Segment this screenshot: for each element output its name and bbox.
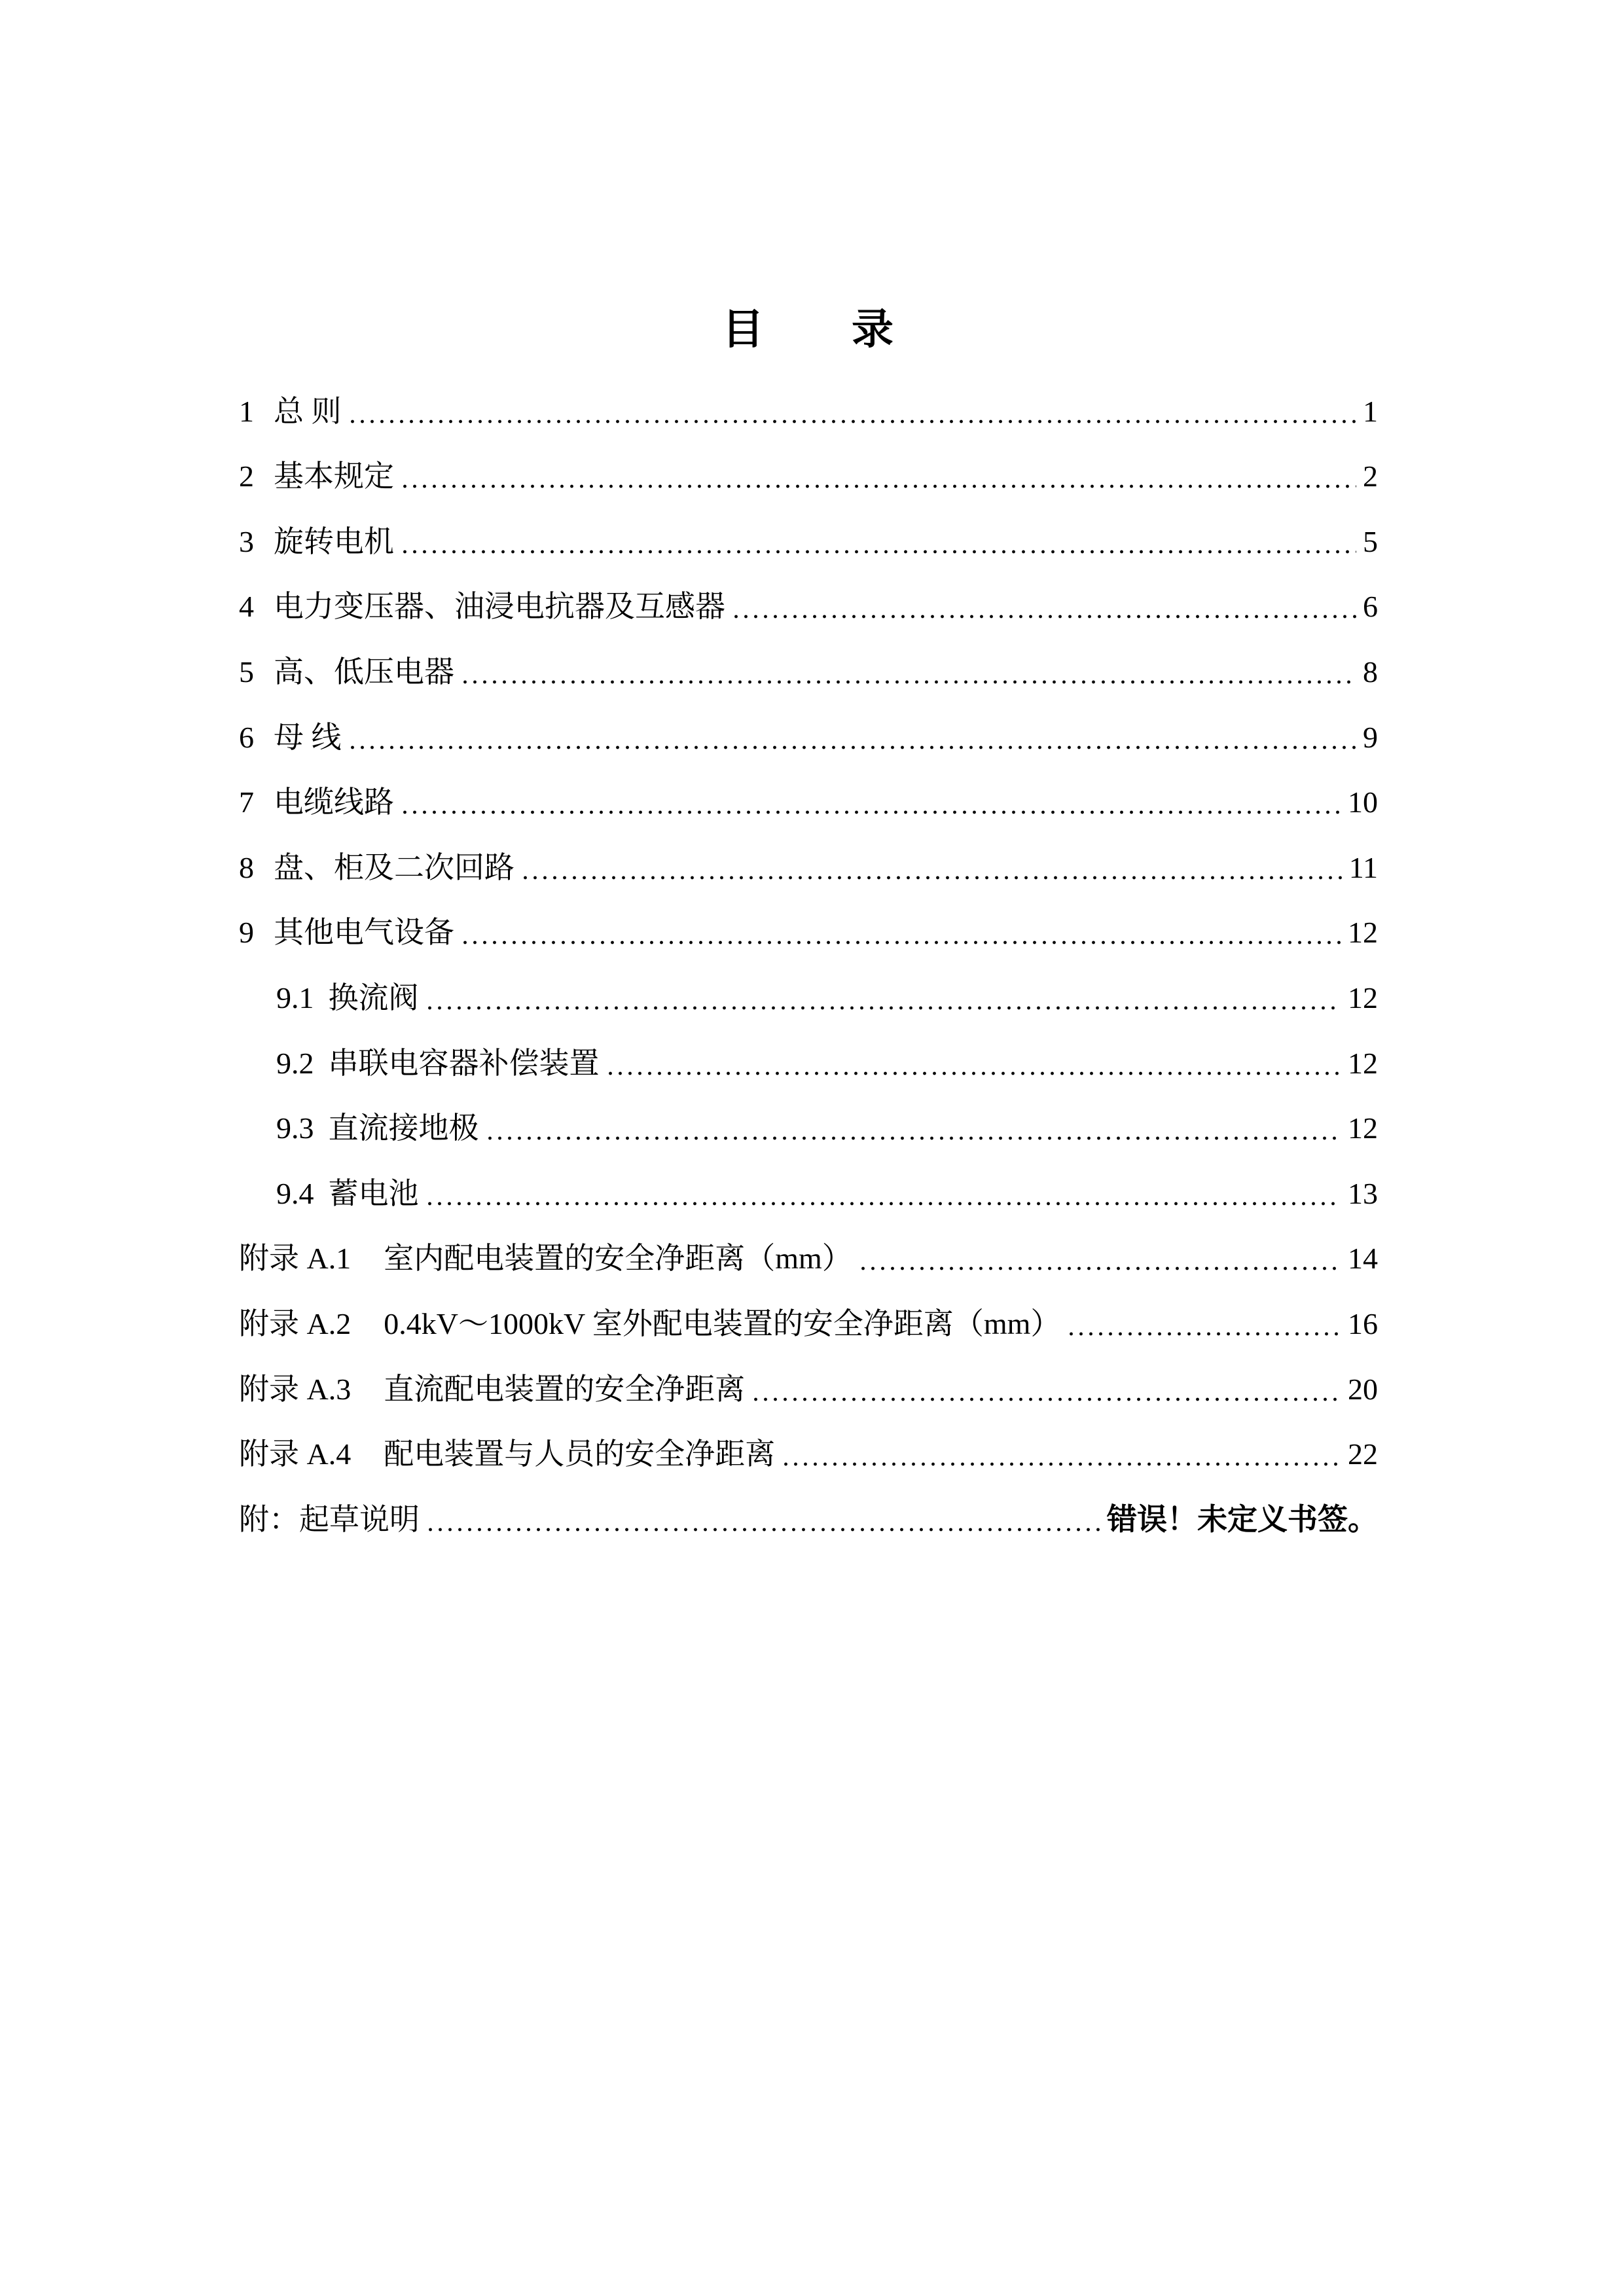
toc-entry-page: 20: [1348, 1372, 1378, 1406]
toc-entry-page: 22: [1348, 1437, 1378, 1471]
toc-entry-title: 直流接地极: [328, 1111, 479, 1145]
dot-leader: [861, 1266, 1341, 1270]
page-title: 目 录: [722, 306, 895, 353]
toc-entry[interactable]: [239, 574, 1378, 639]
toc-entry[interactable]: [276, 965, 1378, 1030]
toc-entry-title: 起草说明: [299, 1502, 420, 1536]
toc-entry-number: 9.3: [276, 1111, 314, 1145]
toc-entry-title: 蓄电池: [328, 1176, 419, 1210]
toc-entry[interactable]: [239, 1356, 1378, 1422]
toc-entry-number: 附录 A.3: [239, 1372, 352, 1406]
toc-entry-title: 配电装置与人员的安全净距离: [384, 1437, 776, 1471]
toc-entry-title: 母 线: [274, 720, 342, 754]
dot-leader: [429, 1528, 1100, 1532]
toc-entry-number: 附：: [239, 1502, 299, 1536]
dot-leader: [403, 810, 1341, 814]
toc-entry-page: 16: [1348, 1306, 1378, 1340]
dot-leader: [351, 745, 1357, 749]
toc-entry[interactable]: [239, 1226, 1378, 1291]
toc-entry-title: 高、低压电器: [274, 655, 454, 689]
dot-leader: [488, 1136, 1342, 1140]
toc-entry[interactable]: [239, 770, 1378, 835]
toc-entry-page: 12: [1348, 1046, 1378, 1080]
toc-entry-page: 10: [1348, 785, 1378, 819]
toc-entry-page: 1: [1363, 394, 1378, 428]
toc-entry[interactable]: [276, 1096, 1378, 1161]
toc-entry-title: 总 则: [274, 394, 342, 428]
toc-entry[interactable]: [239, 639, 1378, 704]
toc-entry-page: 6: [1363, 590, 1378, 624]
dot-leader: [609, 1071, 1342, 1075]
toc-list: [239, 378, 1378, 1552]
toc-entry-number: 附录 A.1: [239, 1242, 352, 1276]
dot-leader: [351, 420, 1357, 423]
toc-entry-number: 8: [239, 850, 254, 884]
toc-entry-title: 室内配电装置的安全净距离（mm）: [384, 1242, 852, 1276]
toc-entry-page: 12: [1348, 980, 1378, 1014]
toc-entry-title: 0.4kV～1000kV 室外配电装置的安全净距离（mm）: [384, 1306, 1061, 1340]
dot-leader: [463, 680, 1356, 684]
toc-entry-title: 旋转电机: [274, 524, 394, 558]
dot-leader: [403, 484, 1356, 488]
toc-entry[interactable]: [239, 1486, 1378, 1552]
toc-entry[interactable]: [276, 1030, 1378, 1096]
toc-entry-number: 9.4: [276, 1176, 314, 1210]
toc-entry-number: 附录 A.2: [239, 1306, 352, 1340]
toc-entry-title: 其他电气设备: [274, 916, 454, 950]
toc-entry-page: 5: [1363, 524, 1378, 558]
dot-leader: [524, 876, 1343, 880]
toc-entry-number: 7: [239, 785, 254, 819]
toc-entry-page: 11: [1348, 850, 1378, 884]
toc-entry-page: 12: [1348, 1111, 1378, 1145]
toc-entry-page: 9: [1363, 720, 1378, 754]
toc-entry-number: 9: [239, 916, 254, 950]
toc-entry-title: 电力变压器、油浸电抗器及互感器: [274, 590, 725, 624]
toc-entry-title: 电缆线路: [274, 785, 394, 819]
toc-entry-title: 换流阀: [328, 980, 419, 1014]
toc-entry-title: 盘、柜及二次回路: [274, 850, 514, 884]
toc-entry-page: 错误！未定义书签。: [1107, 1502, 1378, 1536]
toc-entry-page: 8: [1363, 655, 1378, 689]
toc-entry[interactable]: [239, 704, 1378, 770]
toc-entry-title: 基本规定: [274, 459, 394, 493]
toc-entry-page: 2: [1363, 459, 1378, 493]
toc-entry-title: 串联电容器补偿装置: [328, 1046, 600, 1080]
toc-entry-number: 3: [239, 524, 254, 558]
toc-entry-number: 2: [239, 459, 254, 493]
dot-leader: [463, 941, 1341, 944]
toc-entry[interactable]: [239, 444, 1378, 509]
toc-entry[interactable]: [239, 900, 1378, 965]
toc-entry-number: 9.1: [276, 980, 314, 1014]
toc-entry-title: 直流配电装置的安全净距离: [384, 1372, 746, 1406]
toc-entry-page: 13: [1348, 1176, 1378, 1210]
dot-leader: [1070, 1332, 1341, 1336]
dot-leader: [734, 615, 1356, 619]
toc-entry[interactable]: [239, 378, 1378, 444]
toc-entry-number: 附录 A.4: [239, 1437, 352, 1471]
dot-leader: [754, 1397, 1341, 1401]
toc-entry[interactable]: [276, 1160, 1378, 1226]
toc-entry-number: 4: [239, 590, 254, 624]
toc-entry-number: 6: [239, 720, 254, 754]
toc-entry-page: 14: [1348, 1242, 1378, 1276]
dot-leader: [428, 1006, 1342, 1010]
toc-entry[interactable]: [239, 1422, 1378, 1487]
toc-entry-number: 5: [239, 655, 254, 689]
toc-entry-number: 9.2: [276, 1046, 314, 1080]
toc-entry-number: 1: [239, 394, 254, 428]
toc-entry-page: 12: [1348, 916, 1378, 950]
dot-leader: [403, 550, 1356, 554]
toc-entry[interactable]: [239, 509, 1378, 574]
dot-leader: [784, 1462, 1341, 1466]
toc-entry[interactable]: [239, 834, 1378, 900]
dot-leader: [428, 1202, 1342, 1206]
toc-entry[interactable]: [239, 1291, 1378, 1356]
